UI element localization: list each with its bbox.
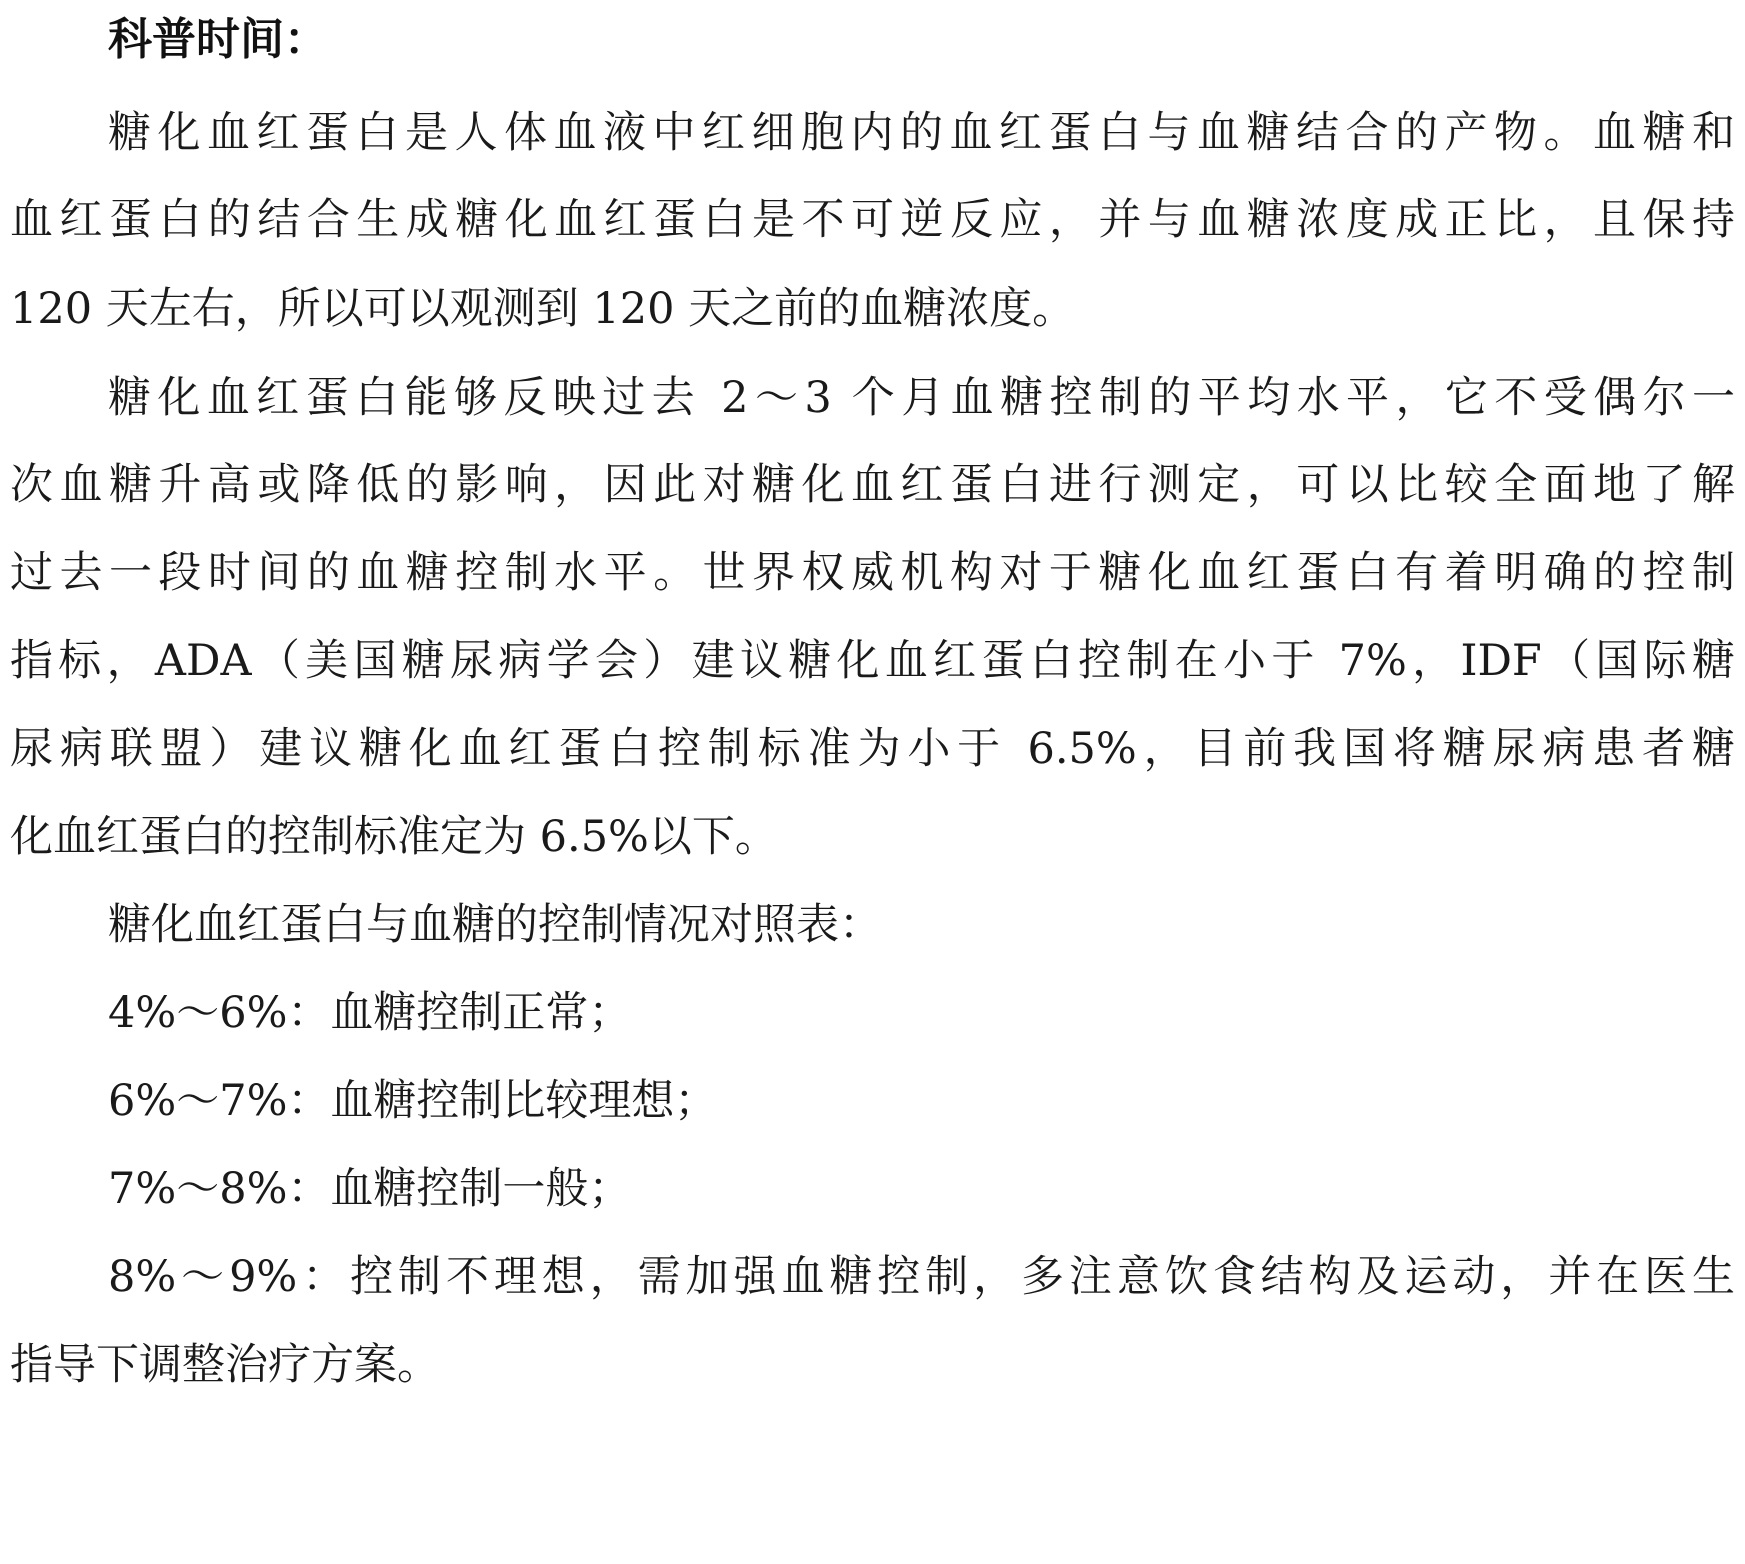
paragraph-1-line-3: 120 天左右，所以可以观测到 120 天之前的血糖浓度。 bbox=[10, 284, 1076, 334]
paragraph-2-line-6: 化血红蛋白的控制标准定为 6.5%以下。 bbox=[10, 812, 778, 862]
paragraph-2-line-2: 次血糖升高或降低的影响，因此对糖化血红蛋白进行测定，可以比较全面地了解 bbox=[10, 460, 1735, 510]
paragraph-2-line-3: 过去一段时间的血糖控制水平。世界权威机构对于糖化血红蛋白有着明确的控制 bbox=[10, 548, 1735, 598]
range-item-poor-line-2: 指导下调整治疗方案。 bbox=[10, 1340, 440, 1390]
table-intro: 糖化血红蛋白与血糖的控制情况对照表： bbox=[108, 900, 882, 950]
paragraph-1-line-2: 血红蛋白的结合生成糖化血红蛋白是不可逆反应，并与血糖浓度成正比，且保持 bbox=[10, 195, 1735, 245]
range-item-fair: 7%～8%：血糖控制一般； bbox=[108, 1164, 632, 1214]
section-heading: 科普时间： bbox=[108, 14, 328, 65]
range-item-poor-line-1: 8%～9%：控制不理想，需加强血糖控制，多注意饮食结构及运动，并在医生 bbox=[108, 1252, 1735, 1302]
paragraph-2-line-1: 糖化血红蛋白能够反映过去 2～3 个月血糖控制的平均水平，它不受偶尔一 bbox=[108, 373, 1735, 423]
range-item-ideal: 6%～7%：血糖控制比较理想； bbox=[108, 1076, 718, 1126]
paragraph-2-line-4: 指标，ADA（美国糖尿病学会）建议糖化血红蛋白控制在小于 7%，IDF（国际糖 bbox=[10, 636, 1735, 686]
paragraph-2-line-5: 尿病联盟）建议糖化血红蛋白控制标准为小于 6.5%，目前我国将糖尿病患者糖 bbox=[10, 724, 1735, 774]
range-item-normal: 4%～6%：血糖控制正常； bbox=[108, 988, 632, 1038]
paragraph-1-line-1: 糖化血红蛋白是人体血液中红细胞内的血红蛋白与血糖结合的产物。血糖和 bbox=[108, 108, 1735, 158]
